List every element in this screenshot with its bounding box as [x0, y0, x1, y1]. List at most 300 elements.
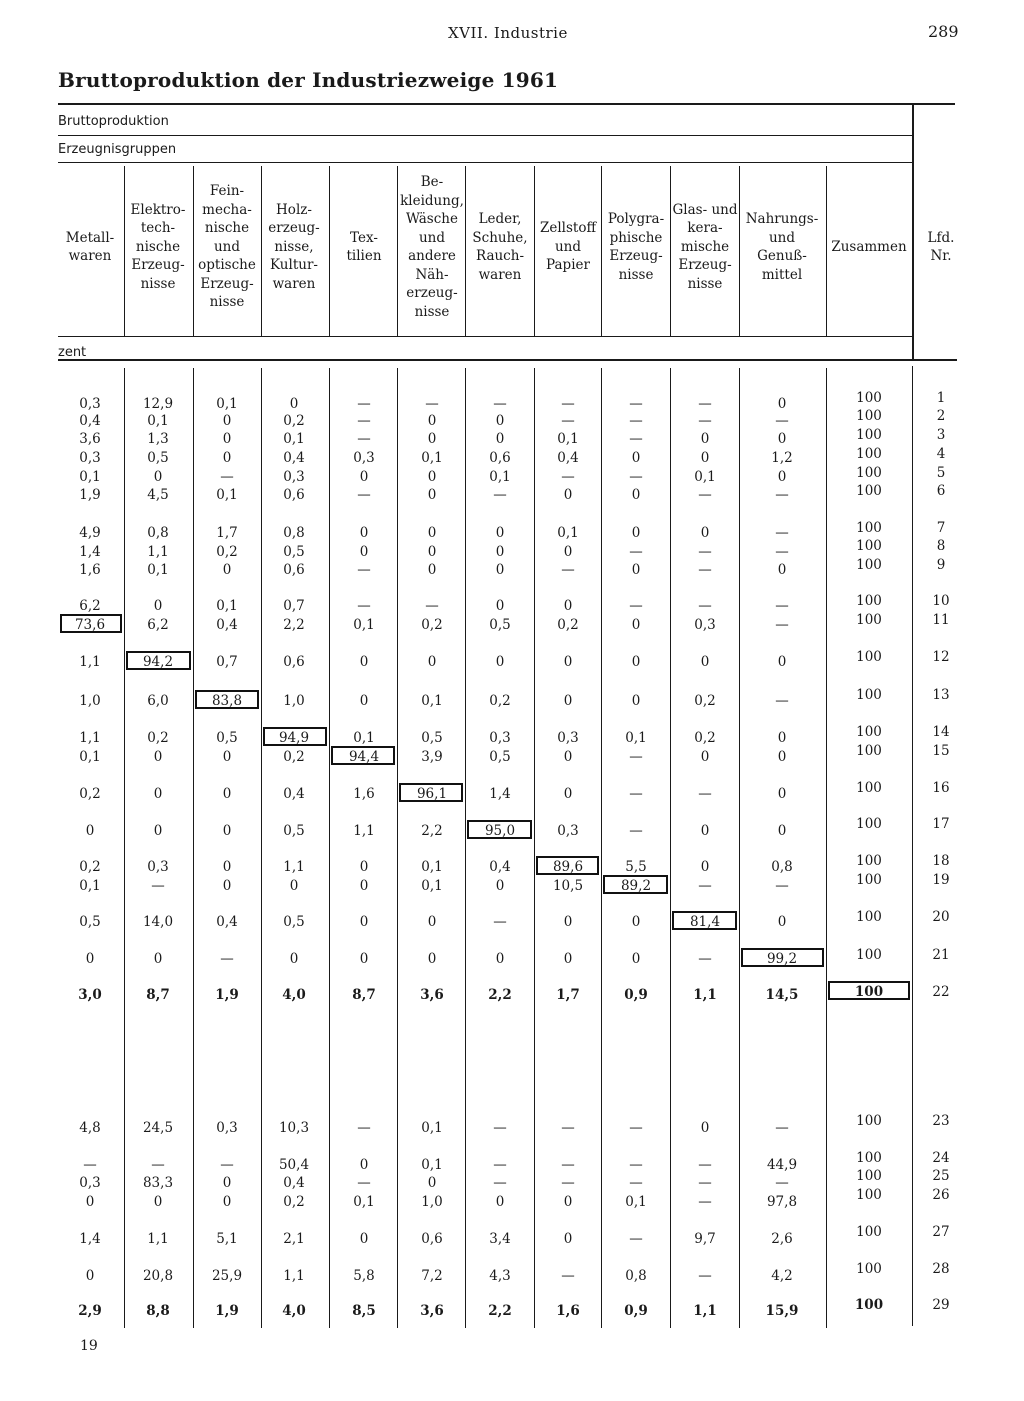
table-cell: 100 [856, 538, 882, 554]
table-cell: 0,1 [216, 396, 238, 412]
table-cell: 0 [631, 693, 641, 709]
table-cell: 0,8 [771, 859, 793, 875]
highlight-box [741, 948, 824, 967]
table-cell: 0,1 [489, 469, 511, 485]
column-divider-lower [534, 368, 535, 1328]
table-cell: 0 [777, 823, 787, 839]
table-cell: — [698, 396, 712, 412]
row-number: 23 [932, 1113, 950, 1129]
table-cell: 0 [495, 413, 505, 429]
column-header-line: kera- [687, 220, 723, 237]
table-cell: — [561, 1157, 575, 1173]
table-cell: 100 [856, 872, 882, 888]
table-cell: — [775, 693, 789, 709]
table-cell: 8,5 [352, 1303, 376, 1319]
table-cell: 0 [777, 749, 787, 765]
table-cell: 50,4 [278, 1157, 310, 1173]
table-cell: 100 [856, 1261, 882, 1277]
table-cell: — [698, 1194, 712, 1210]
table-cell: 0,1 [353, 730, 375, 746]
highlight-box [126, 651, 191, 670]
table-cell: 3,9 [421, 749, 443, 765]
column-header-line: und [213, 238, 241, 255]
table-cell: 0,1 [421, 1120, 443, 1136]
table-cell: 0,5 [283, 914, 305, 930]
table-cell: 0,1 [147, 562, 169, 578]
column-header-line: Erzeug- [678, 257, 732, 274]
column-header-line: Glas- und [672, 201, 738, 218]
table-cell: 0,5 [216, 730, 238, 746]
table-cell: 1,1 [283, 859, 305, 875]
table-cell: 94,9 [278, 730, 310, 746]
table-cell: — [629, 431, 643, 447]
table-cell: 97,8 [766, 1194, 798, 1210]
table-cell: 2,1 [283, 1231, 305, 1247]
column-header-line: Erzeug- [200, 275, 254, 292]
table-cell: 0,3 [353, 450, 375, 466]
table-cell: 0,1 [353, 1194, 375, 1210]
table-cell: 0 [222, 1194, 232, 1210]
table-cell: — [425, 598, 439, 614]
row-number: 13 [932, 687, 950, 703]
table-cell: 0 [427, 413, 437, 429]
table-cell: 100 [856, 1168, 882, 1184]
table-cell: 0,1 [557, 431, 579, 447]
column-header-line: Wäsche [406, 211, 458, 227]
table-cell: — [698, 786, 712, 802]
table-cell: — [561, 1120, 575, 1136]
table-cell: — [493, 487, 507, 503]
table-cell: — [698, 1175, 712, 1191]
table-cell: — [775, 525, 789, 541]
highlight-box [603, 875, 668, 894]
table-cell: 0 [427, 544, 437, 560]
table-cell: 0 [777, 654, 787, 670]
table-cell: — [493, 914, 507, 930]
table-cell: 0 [777, 396, 787, 412]
table-cell: 83,8 [211, 693, 243, 709]
table-cell: 0,8 [625, 1268, 647, 1284]
table-cell: 0,4 [557, 450, 579, 466]
table-cell: — [775, 878, 789, 894]
table-cell: 100 [856, 687, 882, 703]
table-cell: — [493, 1120, 507, 1136]
table-cell: — [698, 598, 712, 614]
row-number: 19 [932, 872, 950, 888]
page-title: Bruttoproduktion der Industriezweige 1961 [58, 68, 559, 92]
table-cell: 4,0 [282, 987, 306, 1003]
row-number: 18 [932, 853, 950, 869]
table-cell: 0 [427, 914, 437, 930]
table-cell: 15,9 [765, 1303, 799, 1319]
table-cell: — [698, 878, 712, 894]
column-header-lfd [928, 229, 955, 266]
table-cell: 0,3 [694, 617, 716, 633]
table-cell: 0 [563, 544, 573, 560]
table-cell: 0,1 [79, 878, 101, 894]
table-cell: 0 [427, 525, 437, 541]
table-cell: 1,6 [353, 786, 375, 802]
table-cell: — [357, 1175, 371, 1191]
column-divider-upper [261, 166, 262, 336]
table-cell: 94,4 [348, 749, 380, 765]
table-cell: — [561, 469, 575, 485]
table-cell: — [775, 487, 789, 503]
table-cell: 2,9 [78, 1303, 102, 1319]
table-cell: 6,2 [79, 598, 101, 614]
table-cell: 0,6 [421, 1231, 443, 1247]
column-header-leder [472, 210, 527, 284]
row-number: 16 [932, 780, 950, 796]
table-cell: 100 [856, 557, 882, 573]
column-divider-lower [465, 368, 466, 1328]
row-number: 21 [932, 947, 950, 963]
table-cell: 0 [289, 396, 299, 412]
table-cell: — [493, 1157, 507, 1173]
table-cell: 100 [856, 649, 882, 665]
table-cell: 0,4 [283, 450, 305, 466]
table-cell: 0,1 [283, 431, 305, 447]
table-cell: 100 [854, 984, 884, 1000]
table-cell: 0 [289, 878, 299, 894]
page-number: 289 [928, 22, 959, 41]
table-cell: 0,4 [283, 1175, 305, 1191]
table-cell: 0,2 [694, 730, 716, 746]
column-header-textil [346, 229, 381, 266]
highlight-box [536, 856, 599, 875]
table-cell: 1,6 [556, 1303, 580, 1319]
row-number: 28 [932, 1261, 950, 1277]
column-header-line: Nahrungs- [745, 211, 819, 227]
table-cell: — [629, 396, 643, 412]
table-cell: — [629, 749, 643, 765]
row-number: 7 [936, 520, 946, 536]
table-cell: 0 [631, 562, 641, 578]
table-cell: 0,4 [489, 859, 511, 875]
column-divider-lower [601, 368, 602, 1328]
table-cell: 0 [153, 823, 163, 839]
column-header-line: andere [408, 248, 456, 264]
table-cell: 4,5 [147, 487, 169, 503]
row-number: 9 [936, 557, 946, 573]
table-cell: 0 [563, 749, 573, 765]
table-cell: — [698, 562, 712, 578]
table-cell: 0,3 [283, 469, 305, 485]
column-header-line: Be- [420, 174, 444, 190]
table-cell: 0 [427, 487, 437, 503]
highlight-box [331, 746, 395, 765]
column-header-line: Fein- [209, 183, 245, 200]
table-cell: 0 [495, 598, 505, 614]
table-cell: 8,7 [352, 987, 376, 1003]
highlight-box [399, 783, 463, 802]
column-header-line: Rauch- [475, 248, 525, 264]
row-number: 6 [936, 483, 946, 499]
table-cell: — [220, 1157, 234, 1173]
table-cell: 12,9 [142, 396, 174, 412]
row-number: 14 [932, 724, 950, 740]
table-cell: 0 [777, 914, 787, 930]
column-header-line: nische [135, 238, 181, 255]
table-cell: 0 [85, 951, 95, 967]
table-cell: 0 [153, 1194, 163, 1210]
column-header-line: nisse, [274, 238, 314, 255]
table-cell: 0 [563, 693, 573, 709]
table-cell: 1,7 [216, 525, 238, 541]
table-cell: 1,0 [421, 1194, 443, 1210]
table-cell: 20,8 [142, 1268, 174, 1284]
row-number: 25 [932, 1168, 950, 1184]
table-cell: 100 [856, 1224, 882, 1240]
column-header-line: nisse [209, 294, 245, 311]
table-cell: 4,0 [282, 1303, 306, 1319]
table-cell: 0 [631, 450, 641, 466]
column-header-line: Genuß- [757, 248, 807, 264]
table-cell: 0 [427, 654, 437, 670]
column-header-fein [198, 182, 256, 312]
table-cell: 3,6 [420, 1303, 444, 1319]
table-cell: 5,1 [216, 1231, 238, 1247]
table-cell: 14,5 [765, 987, 799, 1003]
table-cell: 0 [563, 914, 573, 930]
table-cell: 0,7 [216, 654, 238, 670]
column-header-bekl [400, 173, 464, 321]
table-cell: 0,5 [283, 544, 305, 560]
column-header-line: kleidung, [400, 192, 464, 209]
table-cell: 0 [563, 487, 573, 503]
table-cell: 0,3 [216, 1120, 238, 1136]
table-cell: 6,0 [147, 693, 169, 709]
table-cell: 25,9 [211, 1268, 243, 1284]
table-cell: 0,3 [79, 450, 101, 466]
table-cell: 0,9 [624, 1303, 648, 1319]
table-cell: 1,1 [147, 1231, 169, 1247]
column-divider-upper [397, 166, 398, 336]
table-cell: — [629, 544, 643, 560]
column-header-line: mittel [761, 266, 803, 283]
table-cell: 0,5 [79, 914, 101, 930]
table-cell: — [698, 1268, 712, 1284]
table-cell: 0 [777, 786, 787, 802]
table-cell: 0 [359, 1231, 369, 1247]
column-header-line: waren [68, 248, 112, 264]
table-cell: 0,2 [283, 749, 305, 765]
column-header-zus [831, 238, 906, 257]
column-divider-lower [193, 368, 194, 1328]
table-cell: — [425, 396, 439, 412]
table-cell: 0,2 [557, 617, 579, 633]
table-cell: 0,5 [489, 617, 511, 633]
table-cell: — [151, 878, 165, 894]
table-cell: 0 [631, 951, 641, 967]
table-cell: — [357, 487, 371, 503]
right-frame-line [912, 105, 914, 359]
table-cell: 0 [700, 1120, 710, 1136]
table-cell: 0 [631, 525, 641, 541]
column-header-line: erzeug- [406, 285, 458, 301]
table-cell: — [629, 469, 643, 485]
table-cell: 0 [153, 749, 163, 765]
table-cell: 0 [222, 823, 232, 839]
table-cell: 0 [427, 431, 437, 447]
table-cell: 0,6 [283, 487, 305, 503]
table-cell: 3,0 [78, 987, 102, 1003]
column-divider-lower [397, 368, 398, 1328]
row-number: 10 [932, 593, 950, 609]
table-cell: 0,5 [283, 823, 305, 839]
table-cell: 0,3 [79, 396, 101, 412]
column-divider-upper [124, 166, 125, 336]
table-cell: 0 [153, 469, 163, 485]
table-cell: 0,1 [79, 469, 101, 485]
table-cell: 0 [359, 544, 369, 560]
table-cell: 0 [222, 450, 232, 466]
table-cell: 0,2 [283, 1194, 305, 1210]
table-cell: 0 [495, 1194, 505, 1210]
table-cell: — [83, 1157, 97, 1173]
column-divider-upper [826, 166, 827, 336]
table-cell: 0,4 [79, 413, 101, 429]
highlight-box [60, 614, 122, 633]
row-number: 27 [932, 1224, 950, 1240]
row-number: 2 [936, 408, 946, 424]
table-cell: 0,6 [283, 562, 305, 578]
table-cell: 1,1 [79, 730, 101, 746]
table-cell: 0,3 [557, 823, 579, 839]
table-cell: 4,3 [489, 1268, 511, 1284]
table-cell: 0 [563, 786, 573, 802]
column-header-line: Erzeug- [609, 248, 663, 264]
table-cell: 100 [856, 1113, 882, 1129]
column-header-line: Tex- [350, 229, 378, 246]
column-header-line: Schuhe, [472, 229, 528, 246]
rule-under-unit [58, 359, 957, 361]
table-cell: 0 [289, 951, 299, 967]
column-header-line: und [418, 229, 446, 246]
table-cell: 0,8 [283, 525, 305, 541]
table-cell: 0,2 [489, 693, 511, 709]
table-cell: 0 [359, 1157, 369, 1173]
column-header-line: mecha- [202, 201, 252, 218]
column-header-line: Lfd. [927, 229, 955, 246]
table-cell: 0 [359, 914, 369, 930]
table-cell: 0,2 [147, 730, 169, 746]
table-cell: 44,9 [766, 1157, 798, 1173]
column-divider-lower [329, 368, 330, 1328]
running-head: XVII. Industrie [448, 24, 568, 42]
table-cell: 0 [631, 654, 641, 670]
table-cell: 100 [856, 483, 882, 499]
column-header-line: Kultur- [270, 257, 318, 274]
table-cell: 1,0 [79, 693, 101, 709]
table-cell: — [561, 413, 575, 429]
table-cell: 0 [700, 525, 710, 541]
table-cell: 2,2 [488, 1303, 512, 1319]
table-cell: 0,1 [421, 450, 443, 466]
row-number: 24 [932, 1150, 950, 1166]
highlight-box [828, 981, 910, 1000]
table-cell: 0,1 [421, 878, 443, 894]
table-cell: 99,2 [766, 951, 798, 967]
column-header-line: phische [609, 229, 663, 246]
table-cell: 0 [563, 598, 573, 614]
table-cell: 0 [563, 951, 573, 967]
row-number: 8 [936, 538, 946, 554]
table-cell: 100 [856, 390, 882, 406]
table-cell: 100 [856, 909, 882, 925]
table-cell: — [698, 951, 712, 967]
table-cell: 10,3 [278, 1120, 310, 1136]
table-cell: — [493, 1175, 507, 1191]
table-cell: — [698, 487, 712, 503]
table-cell: — [698, 413, 712, 429]
table-cell: 7,2 [421, 1268, 443, 1284]
table-cell: — [561, 562, 575, 578]
table-cell: 1,1 [353, 823, 375, 839]
table-cell: 1,9 [79, 487, 101, 503]
table-cell: 100 [856, 593, 882, 609]
table-cell: 1,1 [693, 1303, 717, 1319]
table-cell: 0 [359, 859, 369, 875]
row-number: 15 [932, 743, 950, 759]
table-cell: 0 [700, 859, 710, 875]
column-divider-lower [261, 368, 262, 1328]
table-cell: 1,1 [79, 654, 101, 670]
column-header-line: optische [198, 257, 256, 274]
table-cell: — [775, 413, 789, 429]
table-cell: 5,5 [625, 859, 647, 875]
table-cell: 1,9 [215, 1303, 239, 1319]
column-header-line: erzeug- [268, 220, 320, 237]
subsection-label: Erzeugnisgruppen [58, 142, 177, 157]
table-cell: 0,1 [216, 487, 238, 503]
column-divider-lower [739, 368, 740, 1328]
table-cell: 0,3 [79, 1175, 101, 1191]
table-cell: — [561, 396, 575, 412]
table-cell: 73,6 [74, 617, 106, 633]
column-header-line: Leder, [478, 211, 522, 227]
table-cell: 100 [856, 780, 882, 796]
table-cell: 10,5 [552, 878, 584, 894]
table-cell: 0,6 [489, 450, 511, 466]
table-cell: 0 [700, 654, 710, 670]
table-cell: 4,8 [79, 1120, 101, 1136]
table-cell: 0,3 [147, 859, 169, 875]
column-header-line: Erzeug- [131, 257, 185, 274]
table-cell: 0 [359, 525, 369, 541]
table-cell: 0 [495, 544, 505, 560]
table-cell: — [357, 562, 371, 578]
table-cell: — [698, 1157, 712, 1173]
table-cell: 100 [856, 520, 882, 536]
table-cell: 100 [856, 1150, 882, 1166]
row-number: 26 [932, 1187, 950, 1203]
table-cell: 0 [777, 730, 787, 746]
table-cell: — [775, 617, 789, 633]
table-cell: 0 [222, 749, 232, 765]
table-cell: 0 [631, 914, 641, 930]
column-divider-lower [124, 368, 125, 1328]
table-cell: 0 [495, 878, 505, 894]
table-cell: 0,1 [694, 469, 716, 485]
table-cell: 0,1 [147, 413, 169, 429]
table-cell: 81,4 [689, 914, 721, 930]
table-cell: 0,4 [216, 914, 238, 930]
column-header-line: Elektro- [130, 201, 186, 218]
table-cell: 3,6 [420, 987, 444, 1003]
table-cell: — [357, 598, 371, 614]
table-cell: — [493, 396, 507, 412]
